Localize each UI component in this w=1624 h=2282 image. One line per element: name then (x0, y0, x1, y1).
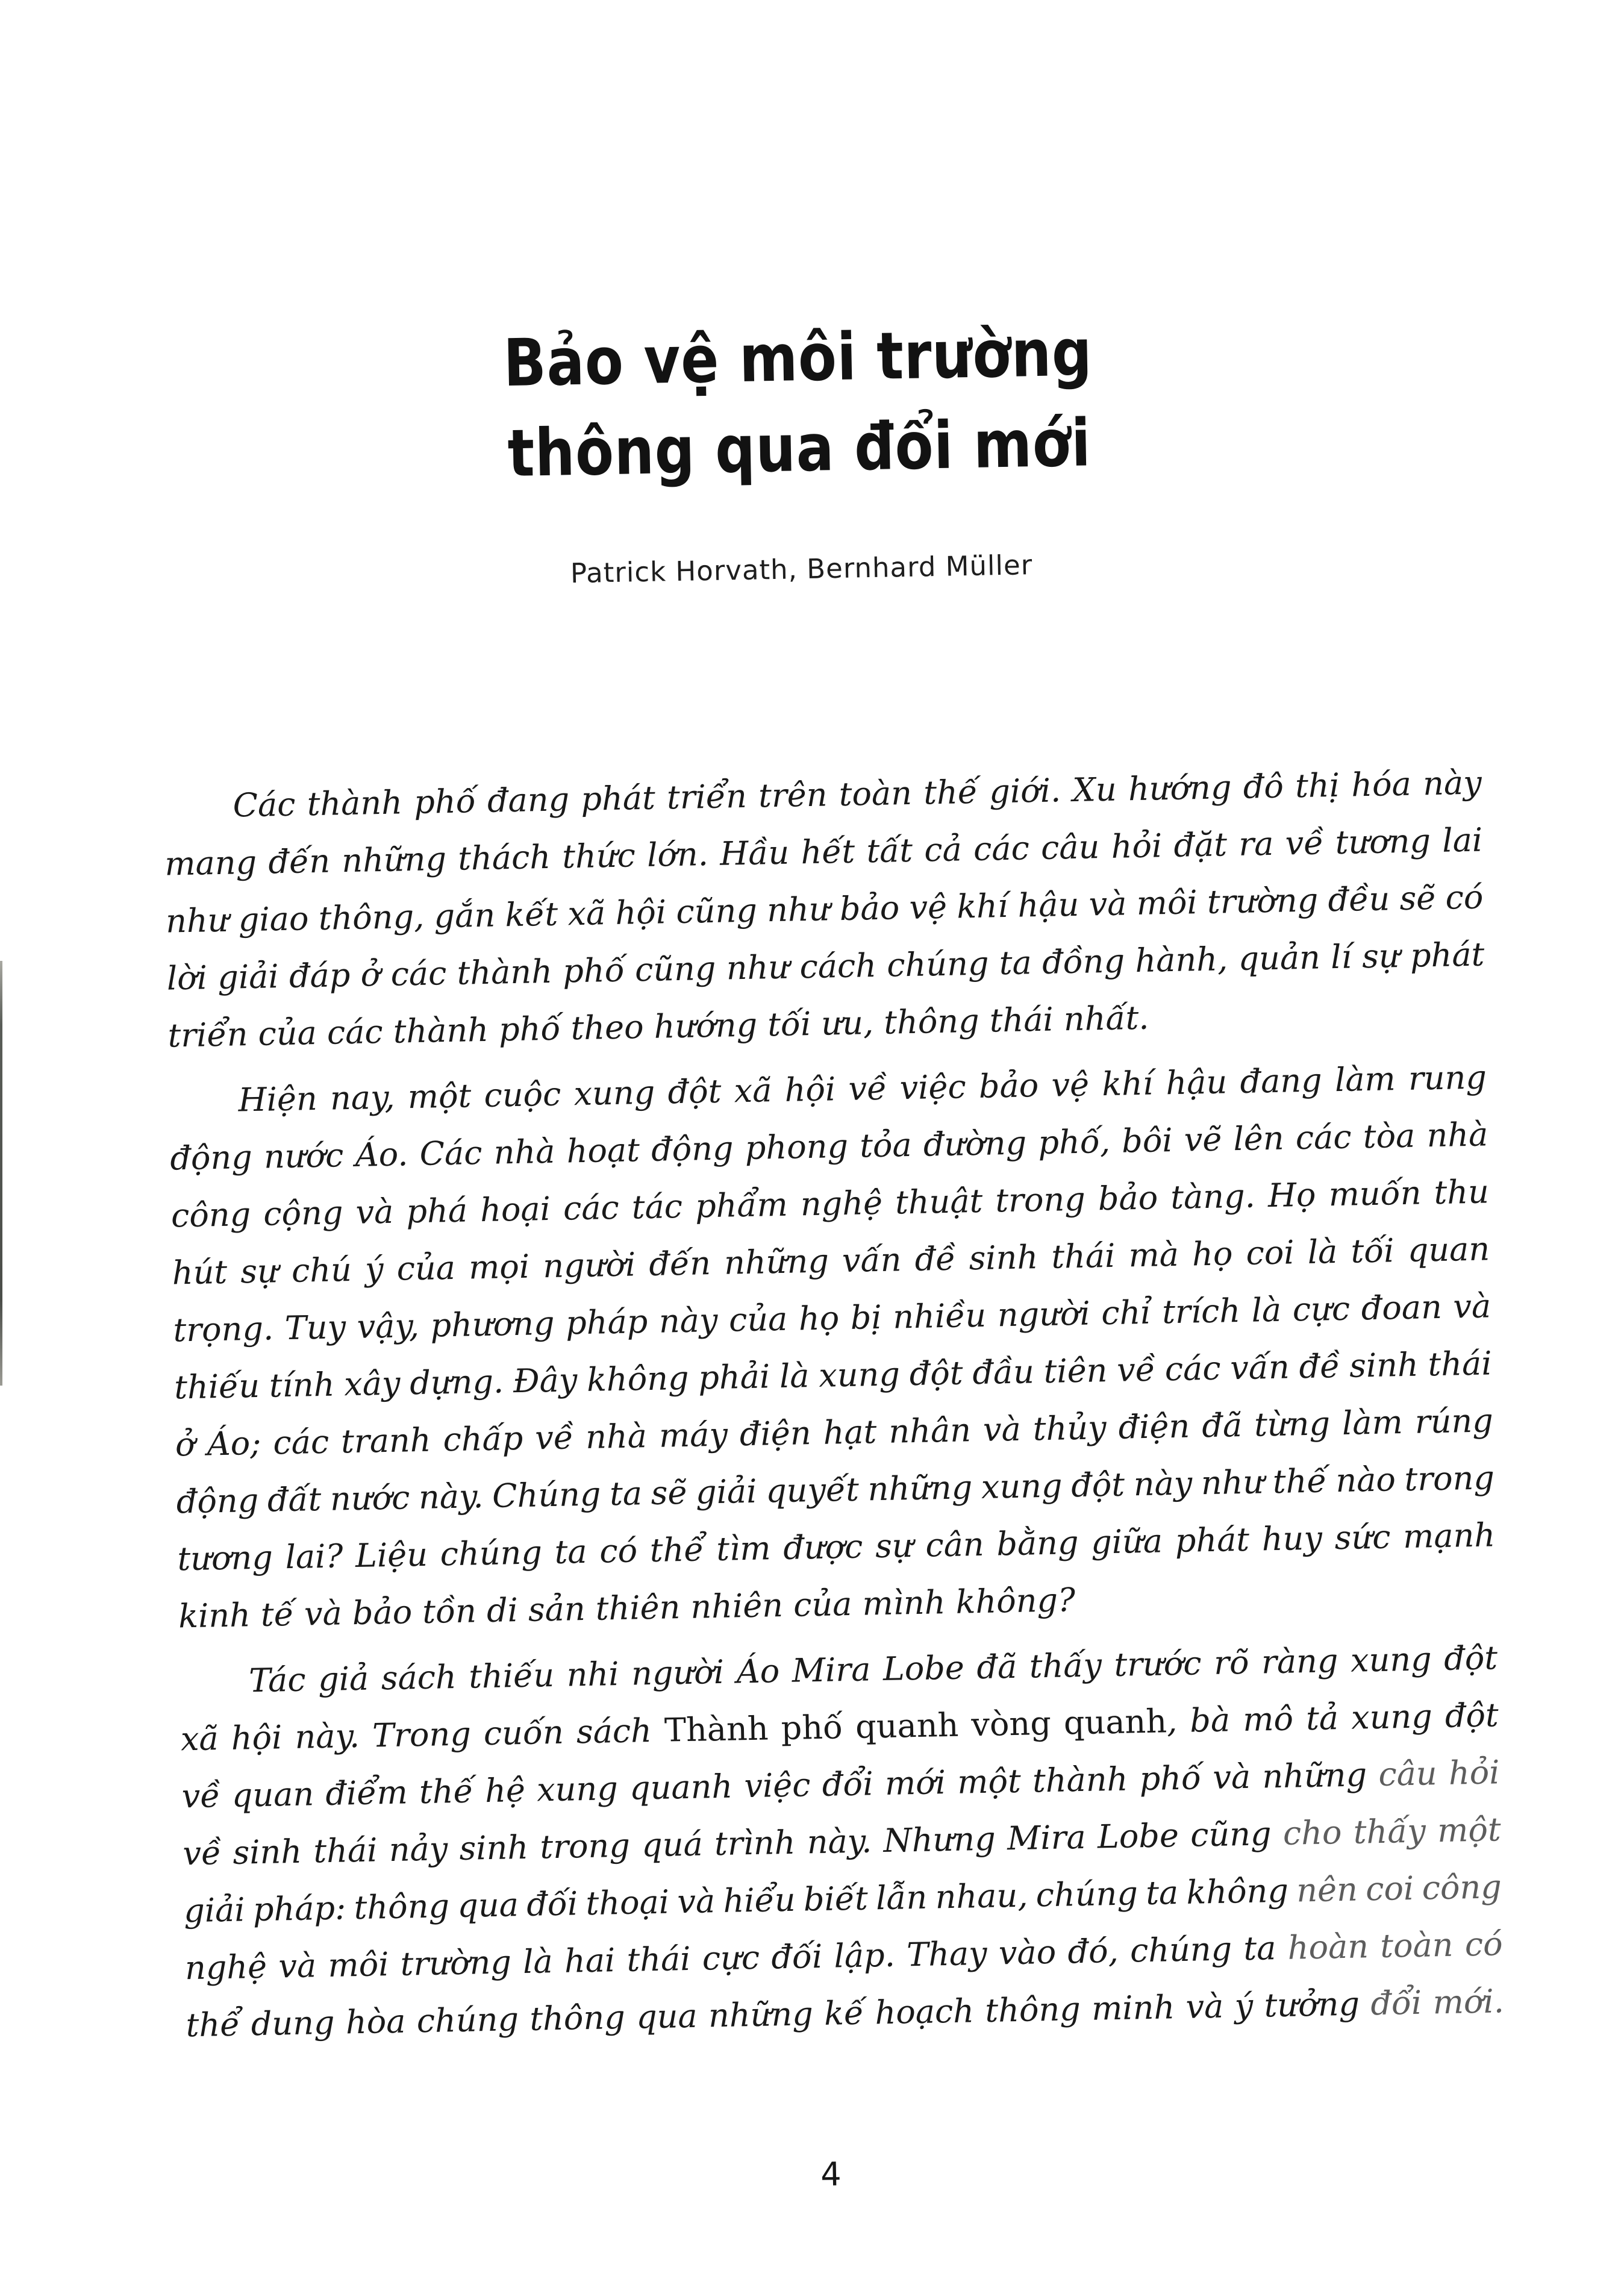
text-line: Các thành phố đang phát triển trên toàn thế giới. Xu hướng đô thị hóa này (233, 763, 1482, 825)
page-title (0, 299, 1612, 509)
page-title-line-2: thông qua đổi mới (507, 405, 1092, 492)
text-line: kinh tế và bảo tồn di sản thiên nhiên của mình không? (178, 1581, 1076, 1636)
paragraph-2 (169, 1048, 1497, 1645)
text-segment: , bà mô tả xung đột (1166, 1696, 1499, 1740)
paragraph-3 (179, 1629, 1504, 2054)
text-segment: nghệ và môi trường là hai thái cực đối lập. Thay vào đó, chúng ta (184, 1928, 1288, 1987)
authors-line: Patrick Horvath, Bernhard Müller (570, 549, 1033, 590)
text-segment: xã hội này. Trong cuốn sách (180, 1711, 665, 1758)
text-line: trọng. Tuy vậy, phương pháp này của họ bị nhiều người chỉ trích là cực đoan và (172, 1287, 1491, 1349)
text-line: như giao thông, gắn kết xã hội cũng như bảo vệ khí hậu và môi trường đều sẽ có (165, 878, 1484, 940)
text-line: triển của các thành phố theo hướng tối ưu, thông thái nhất. (167, 998, 1149, 1055)
page-number: 4 (820, 2155, 842, 2194)
text-line: Hiện nay, một cuộc xung đột xã hội về việc bảo vệ khí hậu đang làm rung (238, 1058, 1487, 1119)
text-line: Tác giả sách thiếu nhi người Áo Mira Lobe đã thấy trước rõ ràng xung đột (248, 1639, 1498, 1700)
faded-text: hoàn toàn có (1287, 1925, 1504, 1967)
faded-text: câu hỏi (1378, 1753, 1501, 1793)
text-line: động đất nước này. Chúng ta sẽ giải quyết những xung đột này như thế nào trong (176, 1458, 1495, 1521)
faded-text: cho thấy một (1282, 1810, 1502, 1852)
text-line: công cộng và phá hoại các tác phẩm nghệ thuật trong bảo tàng. Họ muốn thu (170, 1172, 1490, 1235)
page-title-line-1: Bảo vệ môi trường (502, 315, 1093, 402)
text-line: ở Áo; các tranh chấp về nhà máy điện hạt nhân và thủy điện đã từng làm rúng (175, 1401, 1494, 1464)
paragraph-1 (163, 754, 1486, 1064)
text-line: thiếu tính xây dựng. Đây không phải là xung đột đầu tiên về các vấn đề sinh thái (173, 1344, 1493, 1407)
text-line: động nước Áo. Các nhà hoạt động phong tỏa đường phố, bôi vẽ lên các tòa nhà (169, 1115, 1488, 1178)
faded-text: nên coi công (1296, 1868, 1502, 1910)
text-segment: giải pháp: thông qua đối thoại và hiểu biết lẫn nhau, chúng ta không (183, 1871, 1297, 1930)
text-segment: thể dung hòa chúng thông qua những kế hoạch thông minh và ý tưởng (186, 1984, 1371, 2045)
body-text (163, 754, 1504, 2054)
text-line: tương lai? Liệu chúng ta có thể tìm được sự cân bằng giữa phát huy sức mạnh (176, 1516, 1496, 1578)
faded-text: đổi mới. (1370, 1982, 1505, 2023)
text-line: hút sự chú ý của mọi người đến những vấn đề sinh thái mà họ coi là tối quan (172, 1230, 1490, 1292)
text-line: mang đến những thách thức lớn. Hầu hết tất cả các câu hỏi đặt ra về tương lai (164, 821, 1483, 883)
book-title: Thành phố quanh vòng quanh (664, 1702, 1167, 1749)
text-line: lời giải đáp ở các thành phố cũng như cách chúng ta đồng hành, quản lí sự phát (166, 935, 1485, 998)
text-segment: về quan điểm thế hệ xung quanh việc đổi mới một thành phố và những (181, 1755, 1379, 1816)
text-segment: về sinh thái nảy sinh trong quá trình này. Nhưng Mira Lobe cũng (182, 1814, 1284, 1873)
scan-edge-artifact (0, 961, 2, 1386)
